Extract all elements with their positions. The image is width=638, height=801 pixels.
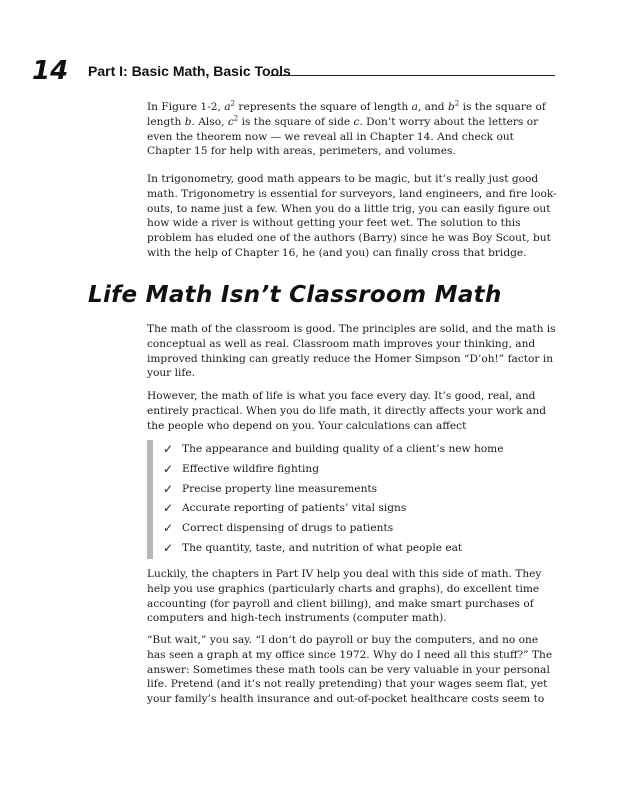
running-head: Part I: Basic Math, Basic Tools — [88, 63, 291, 79]
check-mark-icon: ✓ — [163, 521, 174, 536]
list-item: ✓ The appearance and building quality of a client’s new home — [163, 440, 573, 460]
bullet-list — [147, 440, 573, 559]
page-number: 14 — [32, 56, 69, 86]
list-item: ✓ Precise property line measurements — [163, 480, 573, 500]
list-item: ✓ Correct dispensing of drugs to patients — [163, 519, 573, 539]
list-item: ✓ The quantity, taste, and nutrition of what people eat — [163, 539, 573, 559]
intro-paragraph-2: In trigonometry, good math appears to be magic, but it’s really just good math. Trigonometry is essential for surveyors, land engineers, and fire look-outs, to name just a few. When you do a little trig, you can easily figure out how wide a river is without getting your feet wet. The solution to this problem has eluded one of the authors (Barry) since he was Boy Scout, but with the help of Chapter 16, he (and you) can finally cross that bridge. — [147, 173, 557, 259]
section-heading: Life Math Isn’t Classroom Math — [88, 282, 502, 308]
check-mark-icon: ✓ — [163, 481, 174, 496]
list-item: ✓ Accurate reporting of patients’ vital signs — [163, 499, 573, 519]
list-item: ✓ Effective wildfire fighting — [163, 460, 573, 480]
section-paragraph-1: The math of the classroom is good. The principles are solid, and the math is conceptual as well as real. Classroom math improves your thinking, and improved thinking can greatly reduce the Homer Simpson “D’oh!” factor in your life. — [147, 323, 556, 380]
section-paragraph-4: “But wait,” you say. “I don’t do payroll or buy the computers, and no one has seen a graph at my office since 1972. Why do I need all this stuff?” The answer: Sometimes these math tools can be very valuable in your personal life. Pretend (and it’s not really pretending) that your wages seem flat, yet your family’s health insurance and out-of-pocket healthcare costs seem to — [147, 634, 553, 706]
page-header — [30, 58, 555, 88]
intro-paragraph-1: In Figure 1-2, $a^2$ represents the square of length a, and $b^2$ is the square of length b. Also, $c^2$ is the square of side c. Don’t worry about the letters or even the theorem now — we reveal all in Chapter 14. And check out Chapter 15 for help with areas, perimeters, and volumes. — [147, 99, 546, 158]
section-paragraph-3: Luckily, the chapters in Part IV help you deal with this side of math. They help you use graphics (particularly charts and graphs), do excellent time accounting (for payroll and client billing), and make smart purchases of computers and high-tech instruments (computer math). — [147, 568, 542, 625]
check-mark-icon: ✓ — [163, 540, 174, 555]
check-mark-icon: ✓ — [163, 461, 174, 476]
section-paragraph-2: However, the math of life is what you face every day. It’s good, real, and entirely practical. When you do life math, it directly affects your work and the people who depend on you. Your calculations can affect — [147, 390, 547, 432]
check-mark-icon: ✓ — [163, 442, 174, 456]
check-mark-icon: ✓ — [163, 501, 174, 516]
header-rule — [270, 75, 555, 76]
